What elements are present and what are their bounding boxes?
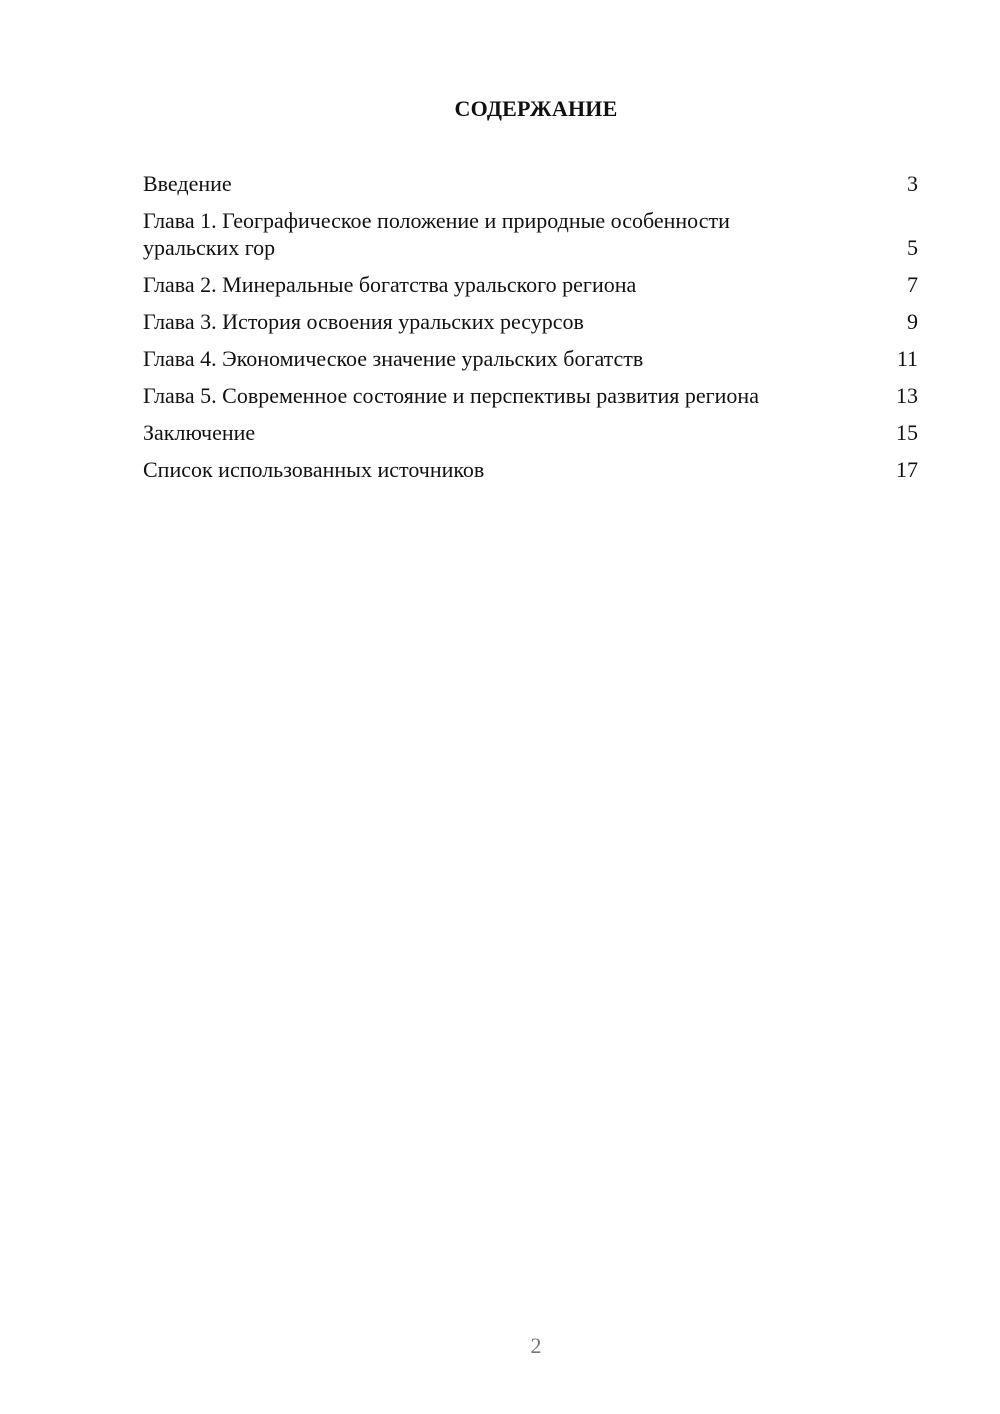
toc-entry-text: Глава 5. Современное состояние и перспективы развития региона <box>143 383 759 408</box>
toc-title: СОДЕРЖАНИЕ <box>454 96 618 121</box>
toc-entry-text: Введение <box>143 171 232 196</box>
toc-entry-text: Глава 3. История освоения уральских ресурсов <box>143 309 584 334</box>
toc-entry-text: Глава 4. Экономическое значение уральских богатств <box>143 346 644 371</box>
toc-entry-text: Глава 1. Географическое положение и природные особенности уральских гор <box>143 208 730 260</box>
toc-entry-page: 17 <box>896 457 918 482</box>
toc-entry-chapter-5 <box>143 382 918 409</box>
toc-entry-page: 15 <box>896 420 918 445</box>
toc-entry-text: Глава 2. Минеральные богатства уральского региона <box>143 272 637 297</box>
toc-entry-page: 3 <box>907 171 918 196</box>
toc-entry-introduction <box>143 170 918 197</box>
toc-entry-chapter-4 <box>143 345 918 372</box>
toc-entry-text: Заключение <box>143 420 256 445</box>
page-number: 2 <box>530 1333 542 1358</box>
toc-entry-page: 9 <box>907 309 918 334</box>
toc-entry-page: 13 <box>896 383 918 408</box>
toc-entry-references <box>143 456 918 483</box>
toc-entry-conclusion <box>143 419 918 446</box>
toc-entry-chapter-1 <box>143 207 918 261</box>
toc-entry-page: 7 <box>907 272 918 297</box>
toc-entry-text: Список использованных источников <box>143 457 485 482</box>
toc-list <box>143 170 918 493</box>
toc-entry-page: 11 <box>896 346 918 371</box>
toc-entry-chapter-3 <box>143 308 918 335</box>
toc-entry-page: 5 <box>907 235 918 260</box>
toc-entry-chapter-2 <box>143 271 918 298</box>
